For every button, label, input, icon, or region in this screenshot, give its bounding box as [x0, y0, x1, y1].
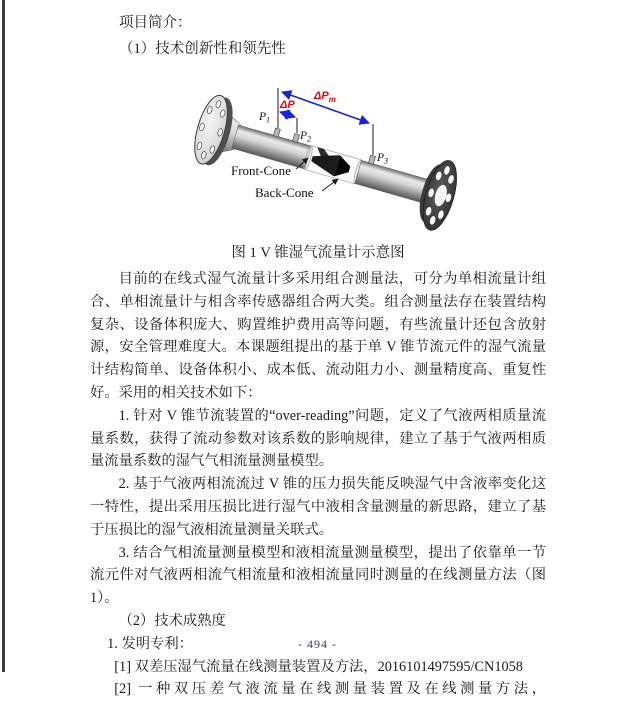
- section-heading: [90, 10, 546, 62]
- page-left-edge-line: [2, 0, 5, 672]
- pipe-assembly: [188, 91, 463, 233]
- body-heading-maturity: （2）技术成熟度: [118, 612, 226, 629]
- p3-label: $P_3$: [377, 152, 389, 166]
- body-heading-patents: 1. 发明专利：: [107, 635, 193, 652]
- figure-vcone-flowmeter: [183, 82, 458, 232]
- page-number: - 494 -: [298, 637, 337, 651]
- back-cone-pointer: [322, 179, 338, 191]
- p1-label: $P_1$: [259, 111, 271, 125]
- dp-arrow: [280, 112, 295, 117]
- body-patent-item-2: [2] 一种双压差气液流量在线测量装置及在线测量方法，: [114, 681, 546, 698]
- body-paragraph-tech-1: 1. 针对 V 锥节流装置的“over-reading”问题，定义了气液两相质量流量系数，获得了流动参数对该系数的影响规律，建立了基于气液两相质量流量系数的湿气气相流量测量模型。: [90, 407, 546, 470]
- tap-p3: [368, 155, 375, 164]
- vcone-flowmeter-diagram: [183, 82, 458, 232]
- figure-caption: 图 1 V 锥湿气流量计示意图: [231, 245, 405, 261]
- tap-p2: [293, 133, 300, 142]
- heading-project-intro: 项目简介：: [119, 15, 192, 31]
- body-paragraph-tech-3: 3. 结合气相流量测量模型和液相流量测量模型，提出了依靠单一节流元件对气液两相流气相流量和液相流量同时测量的在线测量方法（图 1）。: [90, 544, 546, 607]
- back-cone-label: Back-Cone: [255, 185, 314, 200]
- dp-label: ΔP: [280, 99, 295, 111]
- body-patent-item-1: [1] 双差压湿气流量在线测量装置及方法，2016101497595/CN1058: [114, 658, 523, 675]
- body-paragraph-tech-2: 2. 基于气液两相流流过 V 锥的压力损失能反映湿气中含液率变化这一特性，提出采用压损比进行湿气中液相含量测量的新思路，建立了基于压损比的湿气液相流量测量关联式。: [90, 476, 546, 538]
- tap-p1: [273, 128, 280, 137]
- body-paragraph-overview: 目前的在线式湿气流量计多采用组合测量法，可分为单相流量计组合、单相流量计与相含率传感器组合两大类。组合测量法存在装置结构复杂、设备体积庞大、购置维护费用高等问题，有些流量计还包含放射源，安全管理难度大。本课题组提出的基于单 V 锥节流元件的湿气流量计结构简单、设备体积小、成本低、流动阻力小、测量精度高、重复性好。采用的相关技术如下：: [90, 271, 546, 401]
- dpm-label: $\Delta P_m$: [314, 90, 336, 104]
- heading-subsection-1: （1）技术创新性和领先性: [119, 41, 286, 57]
- downstream-pipe: [355, 160, 427, 202]
- front-cone-label: Front-Cone: [231, 163, 291, 178]
- p2-label: $P_2$: [300, 130, 312, 144]
- cone-cutaway: [302, 145, 364, 185]
